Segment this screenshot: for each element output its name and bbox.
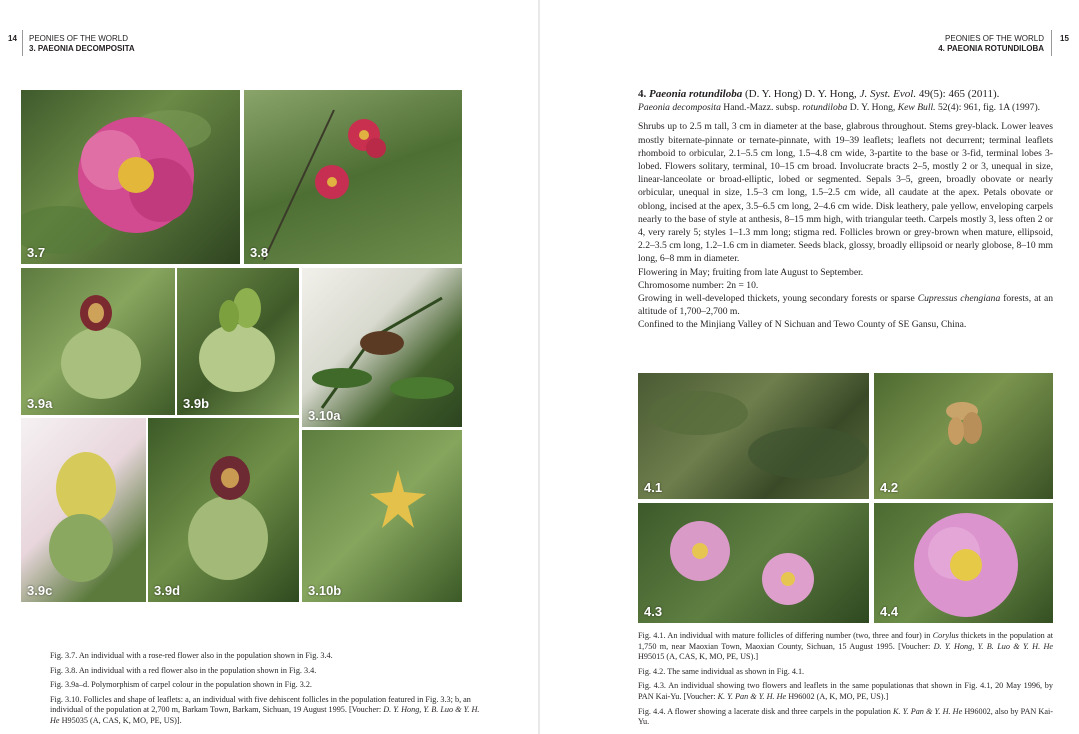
photo-label: 4.3 — [644, 604, 663, 619]
photo-label: 3.10b — [308, 583, 342, 598]
photo-4-1 — [638, 373, 869, 499]
caption-3-7: Fig. 3.7. An individual with a rose-red flower also in the population shown in Fig. 3.4. — [50, 651, 333, 660]
caption-3-10: Fig. 3.10. Follicles and shape of leaflets: a, an individual with five dehiscent follicles in the population featured in Fig. 3.3; b, an individual of the population at 2,700 m, Barkam Town, Barkam, Sichuan, 19 August 1995. [Voucher: D. Y. Hong, Y. B. Luo & Y. H. He H95035 (A, CAS, K, MO, PE, US)]. — [50, 694, 480, 725]
photo-4-2 — [874, 373, 1053, 499]
left-running-header — [29, 34, 135, 54]
photo-3-9a — [21, 268, 175, 415]
red-flower-shrub-image — [244, 90, 462, 264]
dehiscent-follicle-image — [302, 430, 462, 602]
right-page-number: 15 — [1060, 34, 1069, 43]
carpel-image — [148, 418, 299, 602]
photo-3-10b — [302, 430, 462, 602]
photo-label: 4.2 — [880, 480, 899, 495]
photo-3-9b — [177, 268, 299, 415]
species-account — [638, 88, 1053, 332]
caption-4-1: Fig. 4.1. An individual with mature follicles of differing number (two, three and four) in Corylus thickets in the population at 1,750 m, near Maoxian Town, Maoxian County, Sichuan, 15 August 1995. [Voucher: D. Y. Hong, Y. B. Luo & Y. H. He H95015 (A, CAS, K, MO, PE, US).] — [638, 631, 1053, 662]
left-header-book-title: PEONIES OF THE WORLD — [29, 34, 128, 43]
right-header-chapter: 4. PAEONIA ROTUNDILOBA — [938, 44, 1044, 53]
photo-label: 3.8 — [250, 245, 269, 260]
rose-red-flower-image — [21, 90, 240, 264]
left-header-rule — [22, 30, 23, 56]
two-pink-flowers-image — [638, 503, 869, 623]
caption-4-4: Fig. 4.4. A flower showing a lacerate disk and three carpels in the population K. Y. Pan & Y. H. He H96002, also by PAN Kai-Yu. — [638, 706, 1053, 727]
left-page-number: 14 — [8, 34, 17, 43]
left-captions — [50, 651, 480, 731]
follicles-leaflets-image — [302, 268, 462, 427]
photo-3-7 — [21, 90, 240, 264]
phenology: Flowering in May; fruiting from late August to September. — [638, 266, 864, 278]
photo-label: 3.9d — [154, 583, 181, 598]
photo-label: 3.10a — [308, 408, 341, 423]
carpel-image — [21, 268, 175, 415]
photo-3-10a — [302, 268, 462, 427]
photo-label: 3.9c — [27, 583, 53, 598]
corylus-thicket-image — [638, 373, 869, 499]
photo-label: 3.9b — [183, 396, 210, 411]
habitat: Growing in well-developed thickets, young secondary forests or sparse Cupressus chengiana forests, at an altitude of 1,700–2,700 m. — [638, 293, 1054, 318]
species-heading: 4. Paeonia rotundiloba (D. Y. Hong) D. Y. Hong, J. Syst. Evol. 49(5): 465 (2011). — [638, 88, 1000, 100]
lacerate-disk-flower-image — [874, 503, 1053, 623]
mature-follicles-image — [874, 373, 1053, 499]
photo-3-9c — [21, 418, 146, 602]
caption-3-9: Fig. 3.9a–d. Polymorphism of carpel colour in the population shown in Fig. 3.2. — [50, 680, 312, 690]
photo-4-3 — [638, 503, 869, 623]
photo-label: 4.1 — [644, 480, 663, 495]
synonym-line: Paeonia decomposita Hand.-Mazz. subsp. rotundiloba D. Y. Hong, Kew Bull. 52(4): 961, fig. 1A (1997). — [638, 102, 1041, 114]
chromosome-number: Chromosome number: 2n = 10. — [638, 279, 759, 291]
right-header-book-title: PEONIES OF THE WORLD — [945, 34, 1044, 43]
right-running-header — [938, 34, 1044, 54]
distribution: Confined to the Minjiang Valley of N Sichuan and Tewo County of SE Gansu, China. — [638, 319, 967, 331]
photo-3-8 — [244, 90, 462, 264]
right-header-rule — [1051, 30, 1052, 56]
photo-label: 3.7 — [27, 245, 46, 260]
caption-4-2: Fig. 4.2. The same individual as shown in Fig. 4.1. — [638, 666, 805, 676]
photo-3-9d — [148, 418, 299, 602]
right-captions — [638, 631, 1053, 732]
photo-label: 3.9a — [27, 396, 53, 411]
photo-4-4 — [874, 503, 1053, 623]
caption-4-3: Fig. 4.3. An individual showing two flowers and leaflets in the same populationas that shown in Fig. 4.1, 20 May 1996, by PAN Kai-Yu. [Voucher: K. Y. Pan & Y. H. He H96002 (A, K, MO, PE, US).] — [638, 681, 1053, 701]
photo-label: 4.4 — [880, 604, 899, 619]
carpel-image — [177, 268, 299, 415]
left-header-chapter: 3. PAEONIA DECOMPOSITA — [29, 44, 135, 53]
page-gutter — [538, 0, 540, 734]
species-name: Paeonia rotundiloba — [649, 88, 743, 100]
carpel-image — [21, 418, 146, 602]
caption-3-8: Fig. 3.8. An individual with a red flower also in the population shown in Fig. 3.4. — [50, 665, 317, 675]
species-description: Shrubs up to 2.5 m tall, 3 cm in diameter at the base, glabrous throughout. Stems grey-black. Lower leaves mostly biternate-pinnate or ternate-pinnate, with 19–39 leaflets; leaflets not decurrent; terminal leaflets rhomboid to orbicular, 2.1–5.5 cm long, 1.5–4.8 cm wide, 3-partite to the base or 3-fid, terminal lobes 3-lobed. Flowers solitary, terminal, 10–15 cm broad. Involucrate bracts 2–5, mostly 2 or 3, unequal in size, linear-lanceolate or broad-elliptic, lobed or segmented. Sepals 3–5, green, broadly obovate or nearly orbicular, unequal in size, 1.5–3 cm long, 1.5–2.5 cm wide, all caudate at the apex. Petals obovate or oblong, incised at the apex, 3.5–6.5 cm long, 2–4.6 cm wide. Disk leathery, pale yellow, enveloping carpels nearly to the base of style at anthesis, 8–15 mm high, with triangular teeth. Carpels mostly 3, less often 2 or 4, very rarely 5; styles 1–1.3 mm long; stigma red. Follicles brown or grey-brown when mature, ellipsoid, 2.2–3.5 cm long, 1.2–1.6 cm in diameter. Seeds black, glossy, broadly ellipsoid or nearly globose, 8–10 mm long, 6–8 mm in diameter. — [638, 121, 1053, 265]
